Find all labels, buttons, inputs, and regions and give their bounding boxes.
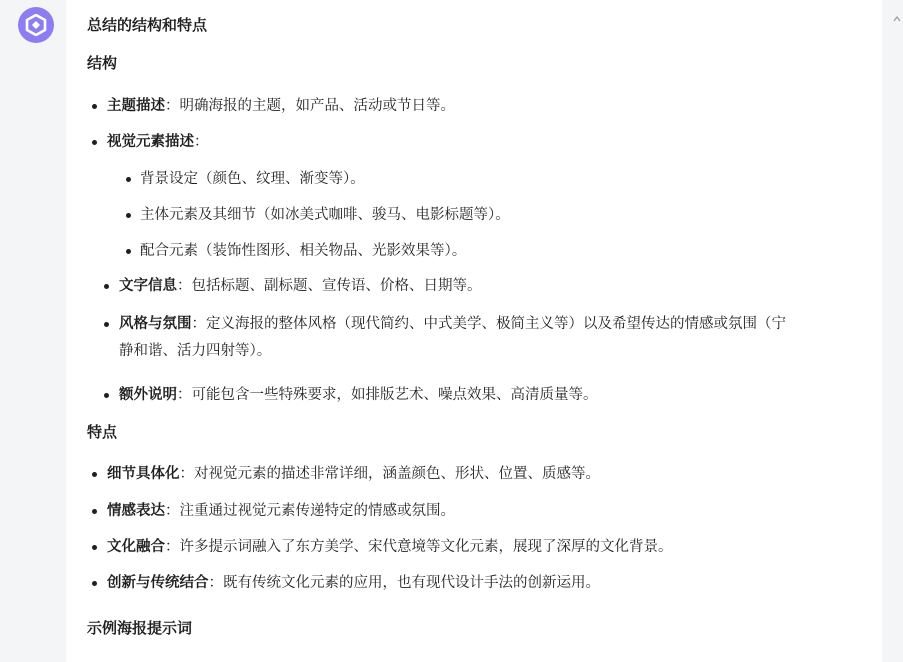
bullet [92,509,97,514]
item-text: ： [194,134,209,150]
sub-list-item [140,237,860,265]
features-heading: 特点 [87,423,118,441]
right-strip [882,0,903,662]
item-text: ：既有传统文化元素的应用，也有现代设计手法的创新运用。 [208,575,600,591]
sub-list-item [140,201,860,229]
left-gutter [0,0,66,662]
bullet [126,249,131,254]
scroll-up-icon[interactable] [893,15,901,23]
item-label: 额外说明 [119,387,177,403]
item-label: 风格与氛围 [119,316,192,332]
bullet [104,284,109,289]
item-text: ：对视觉元素的描述非常详细，涵盖颜色、形状、位置、质感等。 [179,466,600,482]
bullet [104,393,109,398]
summary-title: 总结的结构和特点 [87,16,208,34]
list-item [107,128,867,156]
list-item [107,92,867,120]
bullet [92,104,97,109]
bullet [92,545,97,550]
list-item [107,569,867,597]
sub-list-item [140,165,860,193]
list-item [119,381,864,409]
list-item [119,310,864,338]
example-heading: 示例海报提示词 [87,619,193,637]
item-text: ：许多提示词融入了东方美学、宋代意境等文化元素，展现了深厚的文化背景。 [165,539,673,555]
item-label: 情感表达 [107,503,165,519]
item-label: 主题描述 [107,98,165,114]
sub-item-text: 主体元素及其细节（如冰美式咖啡、骏马、电影标题等）。 [140,207,510,223]
item-label: 文化融合 [107,539,165,555]
item-label: 创新与传统结合 [107,575,209,591]
bullet [104,322,109,327]
bullet [92,472,97,477]
bullet [126,177,131,182]
item-text-continued: 静和谐、活力四射等）。 [119,343,272,359]
item-text: ：明确海报的主题，如产品、活动或节日等。 [165,98,455,114]
list-item [107,460,867,488]
bullet [126,213,131,218]
list-item [107,497,867,525]
list-item-continuation [119,337,864,365]
assistant-logo-icon [25,14,47,36]
sub-item-text: 配合元素（装饰性图形、相关物品、光影效果等）。 [140,243,467,259]
item-text: ：可能包含一些特殊要求，如排版艺术、噪点效果、高清质量等。 [177,387,598,403]
bullet [92,140,97,145]
item-text: ：包括标题、副标题、宣传语、价格、日期等。 [177,278,482,294]
list-item [119,272,864,300]
structure-heading: 结构 [87,54,118,72]
item-label: 细节具体化 [107,466,180,482]
item-label: 文字信息 [119,278,177,294]
avatar [18,7,54,43]
item-label: 视觉元素描述 [107,134,194,150]
list-item [107,533,867,561]
sub-item-text: 背景设定（颜色、纹理、渐变等）。 [140,171,365,187]
bullet [92,581,97,586]
item-text: ：注重通过视觉元素传递特定的情感或氛围。 [165,503,455,519]
item-text: ：定义海报的整体风格（现代简约、中式美学、极简主义等）以及希望传达的情感或氛围（宁 [191,316,786,332]
